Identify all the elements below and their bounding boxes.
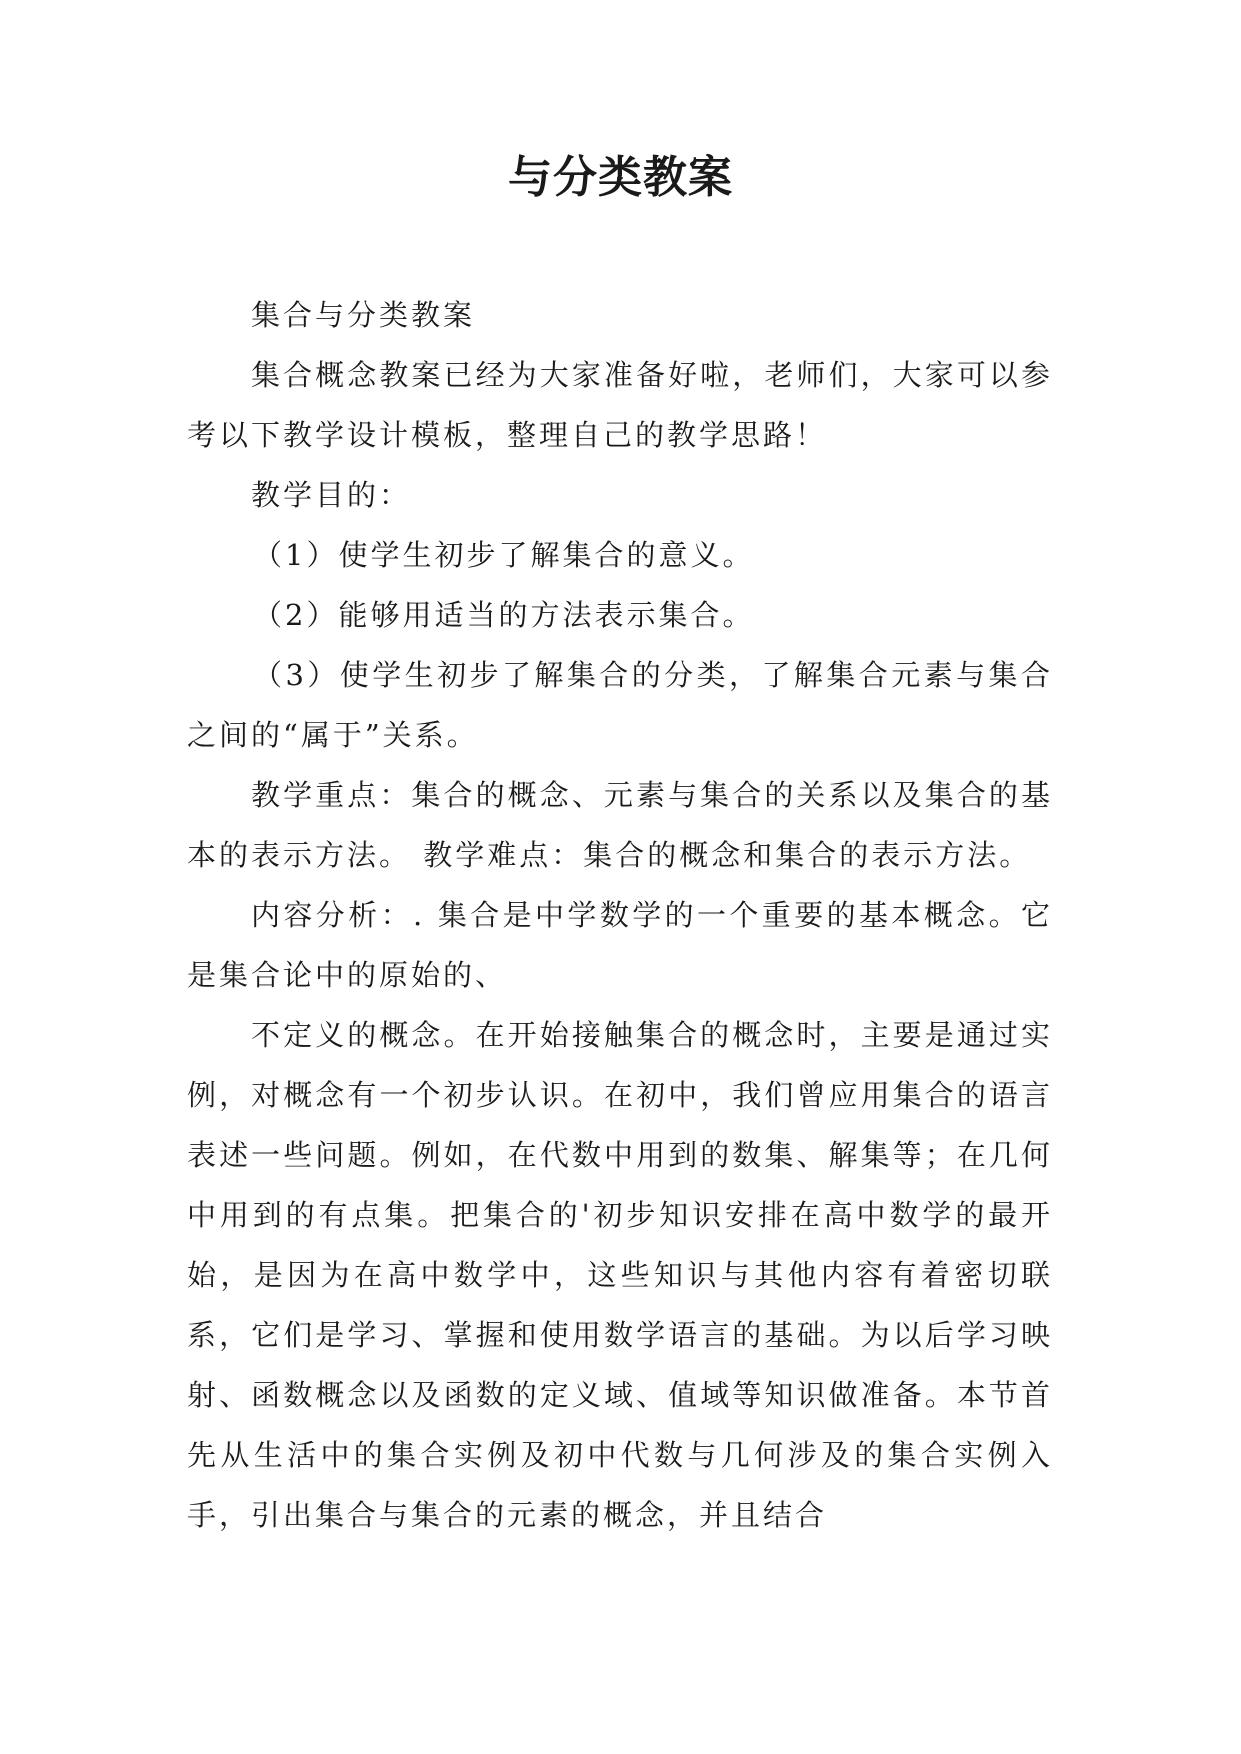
paragraph-content-analysis: 内容分析：. 集合是中学数学的一个重要的基本概念。它是集合论中的原始的、: [187, 898, 1053, 992]
paragraph-subtitle: 集合与分类教案: [251, 298, 476, 332]
paragraph-content-analysis-cont: 不定义的概念。在开始接触集合的概念时，主要是通过实例，对概念有一个初步认识。在初中，我们曾应用集合的语言表述一些问题。例如，在代数中用到的数集、解集等；在几何中用到的有点集。把集合的'初步知识安排在高中数学的最开始，是因为在高中数学中，这些知识与其他内容有着密切联系，它们是学习、掌握和使用数学语言的基础。为以后学习映射、函数概念以及函数的定义域、值域等知识做准备。本节首先从生活中的集合实例及初中代数与几何涉及的集合实例入手，引出集合与集合的元素的概念，并且结合: [187, 1018, 1053, 1532]
paragraph-objective-2: （2）能够用适当的方法表示集合。: [253, 598, 755, 632]
paragraph-intro: 集合概念教案已经为大家准备好啦，老师们，大家可以参考以下教学设计模板，整理自己的教学思路！: [187, 358, 1053, 452]
paragraph-objective-3: （3）使学生初步了解集合的分类，了解集合元素与集合之间的“属于”关系。: [187, 658, 1053, 752]
document-body: [187, 285, 1053, 1545]
document-title: 与分类教案: [508, 152, 733, 203]
paragraph-objective-1: （1）使学生初步了解集合的意义。: [253, 538, 755, 572]
paragraph-key-points: 教学重点：集合的概念、元素与集合的关系以及集合的基本的表示方法。 教学难点：集合的概念和集合的表示方法。: [187, 778, 1053, 872]
paragraph-objectives-heading: 教学目的：: [251, 478, 412, 512]
